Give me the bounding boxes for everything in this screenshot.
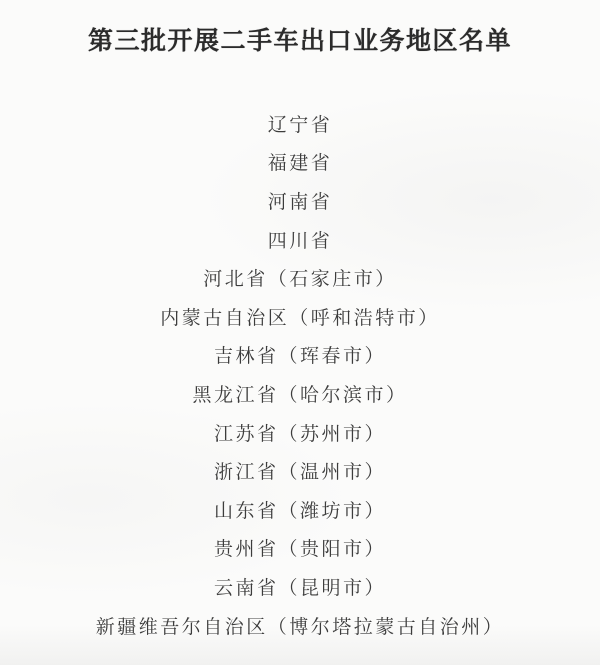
- region-list-item: 四川省: [267, 230, 333, 252]
- region-list-item: 河南省: [267, 191, 333, 213]
- region-list-item: 黑龙江省（哈尔滨市）: [192, 384, 408, 406]
- region-list-item: 山东省（潍坊市）: [213, 500, 386, 522]
- region-list-item: 内蒙古自治区（呼和浩特市）: [160, 307, 440, 329]
- region-list-item: 江苏省（苏州市）: [213, 423, 386, 445]
- region-list: [0, 104, 600, 644]
- region-list-item: 福建省: [267, 153, 333, 175]
- region-list-item: 吉林省（珲春市）: [213, 346, 386, 368]
- region-list-item: 辽宁省: [267, 114, 333, 136]
- region-list-item: 贵州省（贵阳市）: [213, 539, 386, 561]
- region-list-item: 云南省（昆明市）: [213, 577, 386, 599]
- region-list-item: 浙江省（温州市）: [213, 462, 386, 484]
- region-list-item: 新疆维吾尔自治区（博尔塔拉蒙古自治州）: [95, 616, 505, 638]
- region-list-item: 河北省（石家庄市）: [203, 269, 397, 291]
- document-title: 第三批开展二手车出口业务地区名单: [87, 28, 512, 55]
